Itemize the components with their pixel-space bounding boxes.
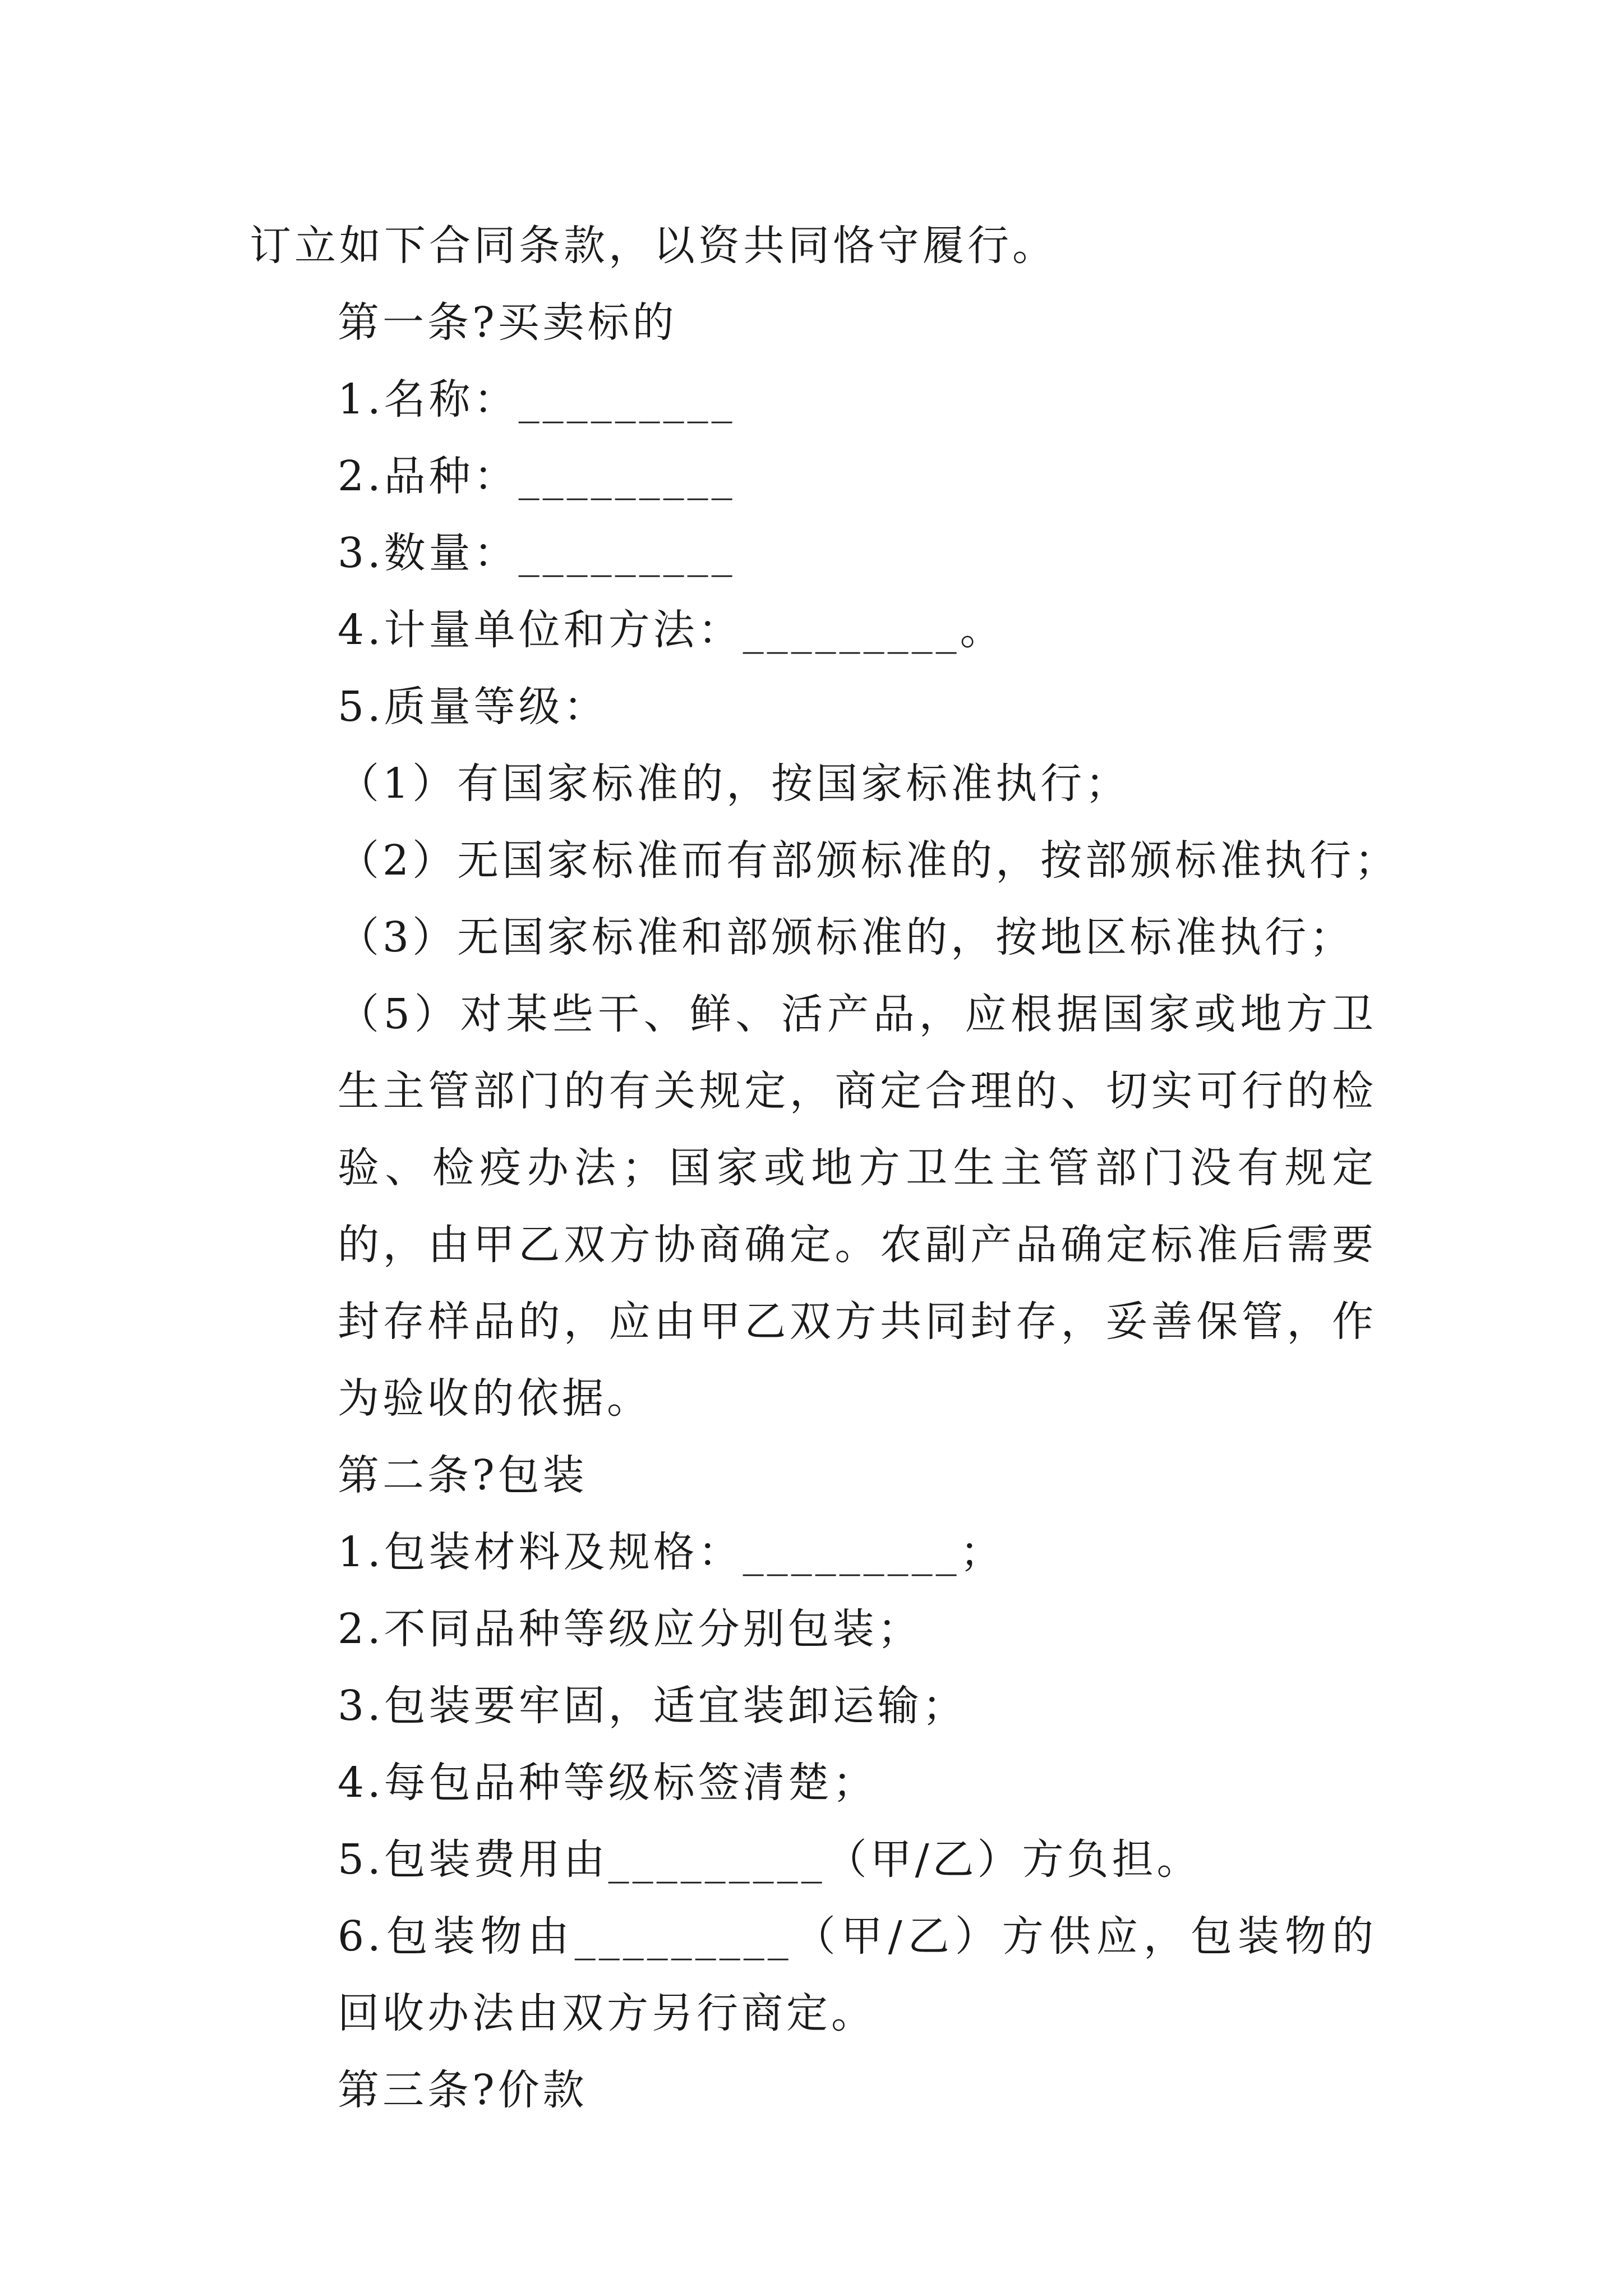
item-name: 1.名称：_________: [338, 375, 736, 424]
article-2-heading: 第二条?包装: [338, 1451, 588, 1499]
item-quality-grade: 5.质量等级：: [338, 683, 608, 731]
intro-paragraph: 订立如下合同条款，以资共同恪守履行。: [250, 222, 1057, 270]
item-unit-method: 4.计量单位和方法：_________。: [338, 606, 1005, 654]
article-1-heading: 第一条?买卖标的: [338, 298, 677, 347]
packaging-labels: 4.每包品种等级标签清楚；: [338, 1759, 878, 1807]
quality-clause-2: （2）无国家标准而有部颁标准的，按部颁标准执行；: [338, 836, 1400, 885]
quality-clause-3: （3）无国家标准和部颁标准的，按地区标准执行；: [338, 913, 1355, 961]
quality-clause-5: （5）对某些干、鲜、活产品，应根据国家或地方卫生主管部门的有关规定，商定合理的、切实可行的检验、检疫办法；国家或地方卫生主管部门没有规定的，由甲乙双方协商确定。农副产品确定标准后需要封存样品的，应由甲乙双方共同封存，妥善保管，作为验收的依据。: [338, 990, 1377, 1423]
quality-clause-1: （1）有国家标准的，按国家标准执行；: [338, 760, 1131, 808]
article-3-heading: 第三条?价款: [338, 2066, 588, 2114]
packaging-separate: 2.不同品种等级应分别包装；: [338, 1605, 923, 1653]
packaging-material: 1.包装材料及规格：_________；: [338, 1528, 1005, 1576]
item-quantity: 3.数量：_________: [338, 529, 736, 577]
packaging-supply: 6.包装物由_________（甲/乙）方供应，包装物的回收办法由双方另行商定。: [338, 1912, 1377, 2037]
contract-text: [250, 208, 1400, 2129]
packaging-cost: 5.包装费用由_________（甲/乙）方负担。: [338, 1835, 1202, 1884]
item-variety: 2.品种：_________: [338, 452, 736, 500]
packaging-sturdy: 3.包装要牢固，适宜装卸运输；: [338, 1682, 967, 1730]
